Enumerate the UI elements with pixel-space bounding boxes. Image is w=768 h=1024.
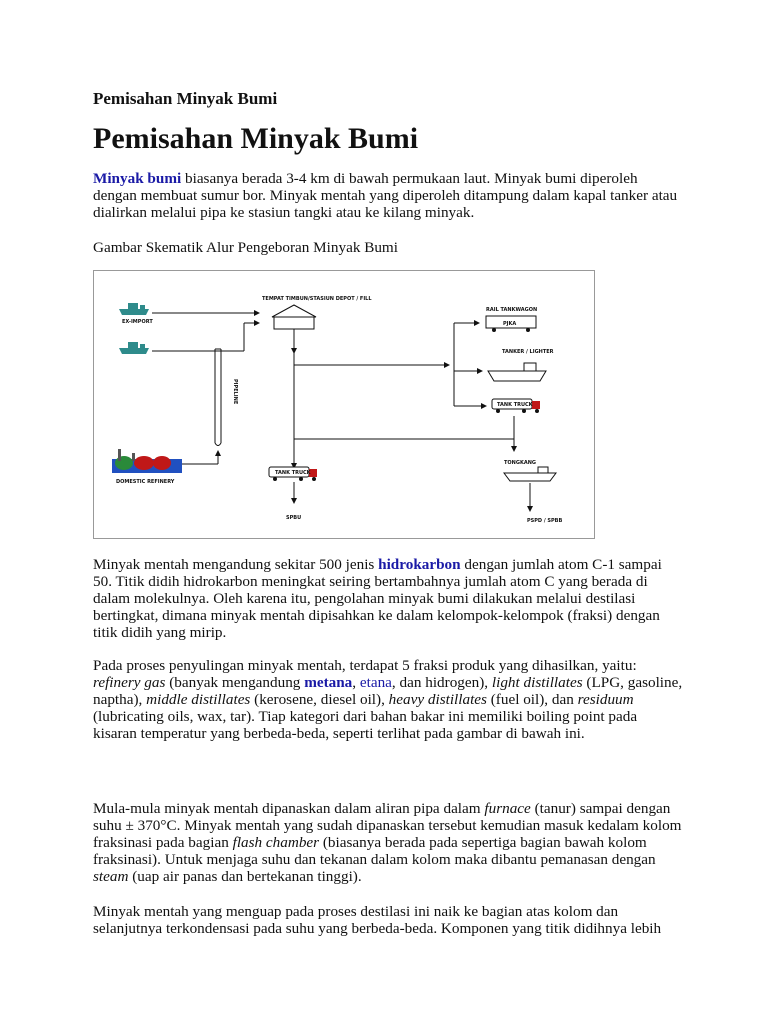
para3-text-8: (lubricating oils, wax, tar). Tiap kategori dari bahan bakar ini memiliki boiling point pada kisaran temperatur yang berbeda-beda, seperti terlihat pada gambar di bawah ini.: [93, 708, 638, 742]
para4-italic-1: furnace: [484, 800, 531, 817]
tanker-ship-icon: [488, 363, 546, 381]
figure-caption: Gambar Skematik Alur Pengeboran Minyak Bumi: [93, 239, 398, 256]
tongkang-label: TONGKANG: [504, 460, 536, 466]
intro-text: biasanya berada 3-4 km di bawah permukaan laut. Minyak bumi diperoleh dengan membuat sumur bor. Minyak mentah yang diperoleh ditampung dalam kapal tanker atau dialirkan melalui pipa ke stasiun tangki atau ke kilang minyak.: [93, 170, 678, 221]
ex-import-ship-icon: [119, 303, 149, 315]
second-ship-icon: [119, 342, 149, 354]
pjka-label: PJKA: [503, 321, 517, 327]
para3-italic-1: refinery gas: [93, 674, 166, 691]
minyak-bumi-link[interactable]: Minyak bumi: [93, 170, 182, 187]
hidrokarbon-link[interactable]: hidrokarbon: [374, 556, 461, 573]
domestic-refinery-label: DOMESTIC REFINERY: [116, 479, 175, 485]
ex-import-label: EX-IMPORT: [122, 319, 153, 325]
paragraph-furnace: [93, 800, 683, 885]
paragraph-fraksi: [93, 657, 683, 742]
document-small-title: Pemisahan Minyak Bumi: [93, 89, 278, 108]
para3-text-6: (kerosene, diesel oil),: [250, 691, 389, 708]
pipeline-label: PIPELINE: [232, 379, 238, 405]
para3-text-4: , dan hidrogen),: [391, 674, 492, 691]
para3-text-7: (fuel oil), dan: [486, 691, 578, 708]
para3-italic-5: residuum: [577, 691, 634, 708]
para4-italic-2: flash chamber: [232, 834, 320, 851]
tank-truck-left-label: TANK TRUCK: [275, 470, 311, 476]
para3-text-1: Pada proses penyulingan minyak mentah, terdapat 5 fraksi produk yang dihasilkan, yaitu:: [93, 657, 637, 674]
paragraph-hidrokarbon: [93, 556, 683, 641]
pipeline-icon: [215, 349, 221, 446]
intro-paragraph: [93, 170, 683, 221]
storage-depot-label: TEMPAT TIMBUN/STASIUN DEPOT / FILL: [262, 296, 372, 302]
para4-text-1: Mula-mula minyak mentah dipanaskan dalam aliran pipa dalam: [93, 800, 485, 817]
para3-italic-2: light distillates: [491, 674, 583, 691]
para4-text-2: (tanur) sampai dengan suhu ± 370°C. Minyak mentah yang sudah dipanaskan tersebut kemudian masuk kedalam kolom fraksinasi pada bagian: [93, 800, 682, 851]
tanker-label: TANKER / LIGHTER: [502, 349, 554, 355]
metana-link[interactable]: metana: [304, 674, 353, 691]
tank-truck-right-label: TANK TRUCK: [497, 402, 533, 408]
diagram-svg: [94, 271, 594, 538]
para3-text-5: (LPG, gasoline, naptha),: [93, 674, 683, 708]
oil-drilling-flow-diagram: [93, 270, 595, 539]
para3-text-2: (banyak mengandung: [165, 674, 305, 691]
storage-depot-icon: [272, 305, 316, 329]
domestic-refinery-icon: [112, 449, 182, 473]
para4-text-3: (biasanya berada pada sepertiga bagian bawah kolom fraksinasi). Untuk menjaga suhu dan tekanan dalam kolom maka dibantu pemanasan dengan: [93, 834, 656, 868]
pspd-label: PSPD / SPBB: [527, 518, 563, 524]
page-title: Pemisahan Minyak Bumi: [93, 122, 419, 155]
para3-italic-3: middle distillates: [146, 691, 251, 708]
paragraph-destilasi: Minyak mentah yang menguap pada proses destilasi ini naik ke bagian atas kolom dan selanjutnya terkondensasi pada suhu yang berbeda-beda. Komponen yang titik didihnya lebih: [93, 903, 662, 937]
spbu-label: SPBU: [286, 515, 302, 521]
etana-link[interactable]: etana: [359, 674, 392, 691]
para2-text-2: dengan jumlah atom C-1 sampai 50. Titik didih hidrokarbon meningkat seiring bertambahnya jumlah atom C yang berada di dalam molekulnya. Oleh karena itu, pengolahan minyak bumi dilakukan melalui destilasi bertingkat, dimana minyak mentah dipisahkan ke dalam kelompok-kelompok (fraksi) dengan titik didih yang mirip.: [93, 556, 662, 641]
tongkang-ship-icon: [504, 467, 556, 481]
rail-tankwagon-label: RAIL TANKWAGON: [486, 307, 538, 313]
para2-text-1: Minyak mentah mengandung sekitar 500 jenis: [93, 556, 375, 573]
para4-text-4: (uap air panas dan bertekanan tinggi).: [128, 868, 362, 885]
para4-italic-3: steam: [93, 868, 129, 885]
para3-italic-4: heavy distillates: [388, 691, 487, 708]
para3-text-3: ,: [352, 674, 360, 691]
